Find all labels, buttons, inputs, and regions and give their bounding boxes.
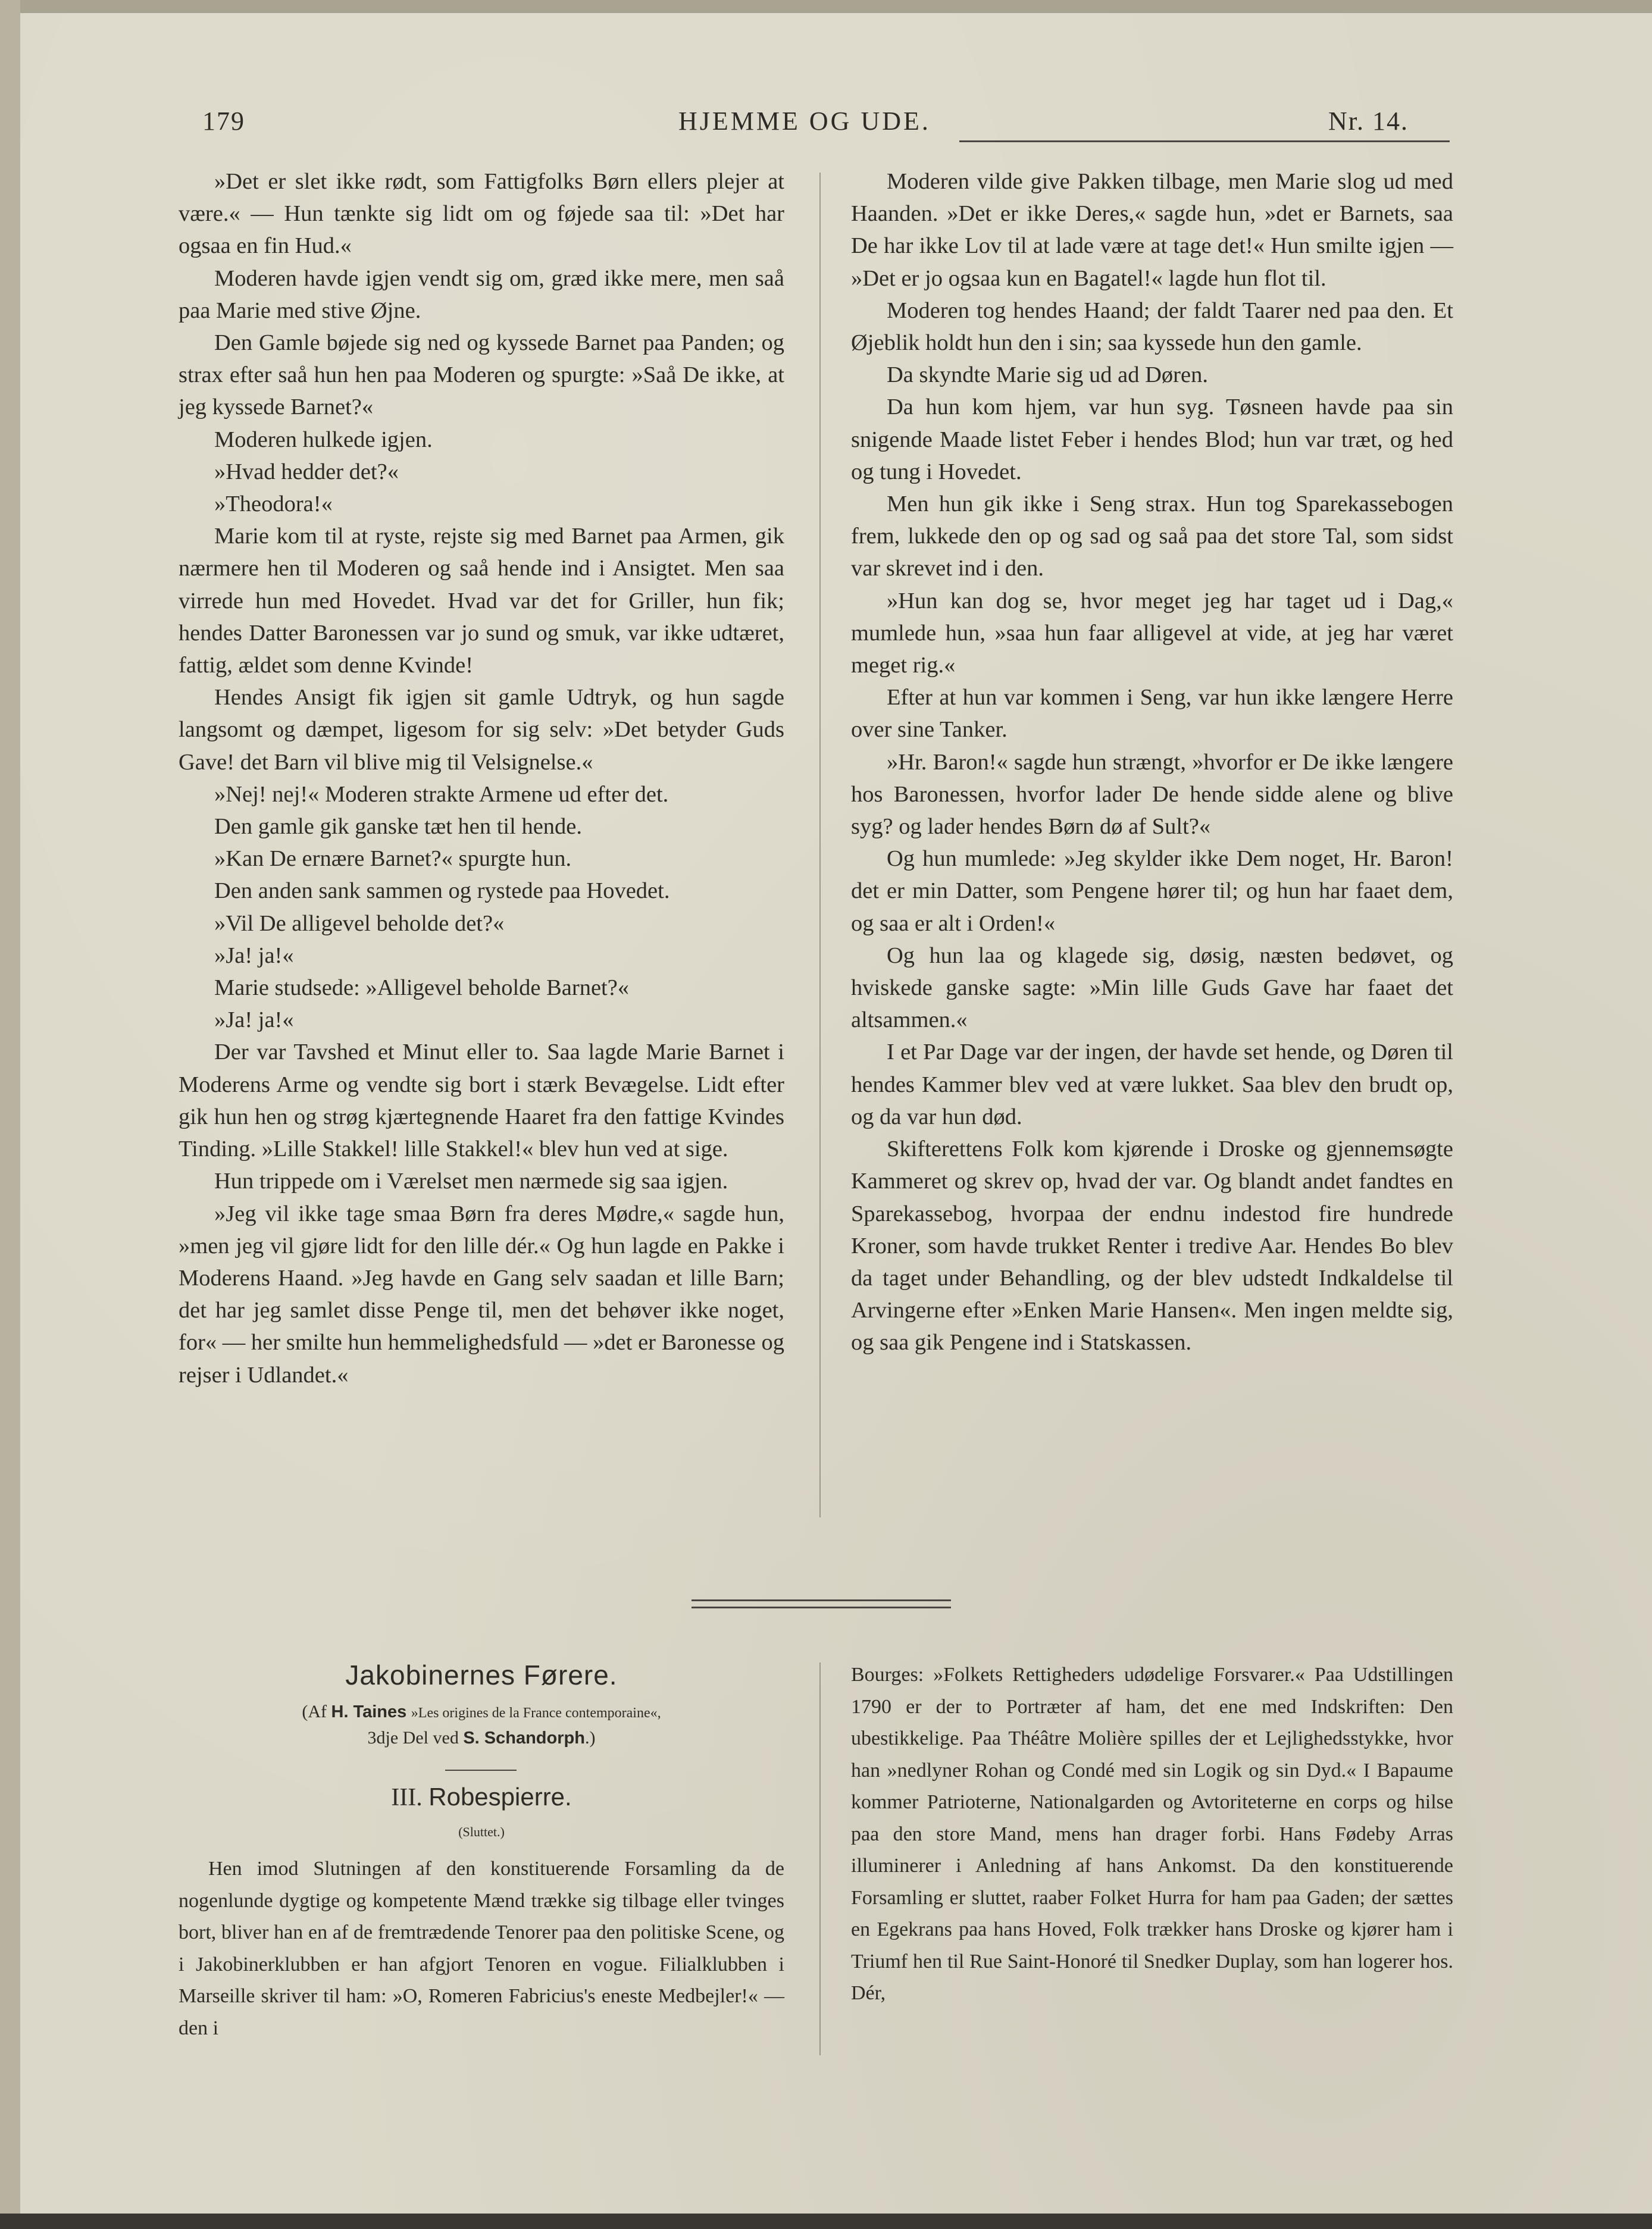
article-byline-translator — [179, 1728, 784, 1748]
story-paragraph: I et Par Dage var der ingen, der havde set hende, og Døren til hendes Kammer blev ved at være lukket. Saa blev den brudt op, og da var hun død. — [851, 1040, 1453, 1129]
journal-title: HJEMME OG UDE. — [678, 107, 931, 136]
story-paragraph: »Vil De alligevel beholde det?« — [214, 910, 505, 936]
story-paragraph: Moderen tog hendes Haand; der faldt Taarer ned paa den. Et Øjeblik holdt hun den i sin; saa kyssede hun den gamle. — [851, 298, 1453, 356]
article-right-column — [851, 1659, 1453, 2009]
story-paragraph: Den anden sank sammen og rystede paa Hovedet. — [214, 878, 670, 904]
story-paragraph: »Jeg vil ikke tage smaa Børn fra deres Mødre,« sagde hun, »men jeg vil gjøre lidt for den lille dér.« Og hun lagde en Pakke i Moderens Haand. »Jeg havde en Gang selv saadan et lille Barn; det har jeg samlet disse Penge til, men det behøver ikke noget, for« — her smilte hun hemmelighedsfuld — »det er Baronesse og rejser i Udlandet.« — [179, 1201, 784, 1388]
section-name: Robespierre. — [428, 1783, 572, 1811]
story-paragraph: Hun trippede om i Værelset men nærmede sig saa igjen. — [214, 1169, 728, 1194]
story-paragraph: »Hun kan dog se, hvor meget jeg har taget ud i Dag,« mumlede hun, »saa hun faar alligevel at vide, at jeg har været meget rig.« — [851, 588, 1453, 678]
story-paragraph: Da hun kom hjem, var hun syg. Tøsneen havde paa sin snigende Maade listet Feber i hendes Blod; hun var træt, og hed og tung i Hovedet. — [851, 395, 1453, 484]
article-paragraph: Bourges: »Folkets Rettigheders udødelige Forsvarer.« Paa Udstillingen 1790 er der to Portræter af ham, det ene med Indskriften: Den ubestikkelige. Paa Théâtre Molière spilles der et Lejlighedsstykke, hvor han »nedlyner Rohan og Condé med sin Logik og sin Dyd.« I Bapaume kommer Patrioterne, Nationalgarden og Avtoriteterne en corps og hilse paa den store Mand, mens han drager forbi. Hans Fødeby Arras illuminerer i Anledning af hans Ankomst. Da den konstituerende Forsamling er sluttet, raaber Folket Hurra for ham paa Gaden; der sættes en Egekrans paa hans Hoved, Folk trækker hans Droske og kjører ham i Triumf hen til Rue Saint-Honoré til Snedker Duplay, som han logerer hos. Dér, — [851, 1664, 1453, 2004]
section-note: (Sluttet.) — [458, 1824, 505, 1839]
section-title — [179, 1783, 784, 1812]
story-paragraph: »Hr. Baron!« sagde hun strængt, »hvorfor er De ikke længere hos Baronessen, hvorfor lader De hende sidde alene og blive syg? og lader hendes Børn dø af Sult?« — [851, 749, 1453, 840]
section-separator-rule — [692, 1599, 951, 1601]
story-paragraph: Og hun mumlede: »Jeg skylder ikke Dem noget, Hr. Baron! det er min Datter, som Pengene hører til; og hun har faaet dem, og saa er alt i Orden!« — [851, 846, 1453, 936]
story-paragraph: Moderen hulkede igjen. — [214, 427, 433, 452]
byline-work: »Les origines de la France contemporaine«, — [411, 1705, 661, 1721]
page-number: 179 — [202, 107, 245, 136]
story-paragraph: »Ja! ja!« — [214, 943, 294, 968]
story-right-column — [851, 165, 1453, 1359]
story-left-column — [179, 165, 784, 1391]
story-paragraph: »Theodora!« — [214, 491, 333, 517]
header-rule — [959, 140, 1450, 142]
story-paragraph: Men hun gik ikke i Seng strax. Hun tog Sparekassebogen frem, lukkede den op og sad og saå paa det store Tal, som sidst var skrevet ind i den. — [851, 491, 1453, 581]
byline-author: H. Taines — [331, 1702, 407, 1721]
article-left-column — [179, 1853, 784, 2044]
byline-close: .) — [584, 1728, 596, 1748]
story-paragraph: Den Gamle bøjede sig ned og kyssede Barnet paa Panden; og strax efter saå hun hen paa Moderen og spurgte: »Saå De ikke, at jeg kyssede Barnet?« — [179, 330, 784, 420]
story-paragraph: Og hun laa og klagede sig, døsig, næsten bedøvet, og hviskede ganske sagte: »Min lille Guds Gave har faaet det altsammen.« — [851, 943, 1453, 1033]
section-separator-rule — [692, 1607, 951, 1608]
story-paragraph: Efter at hun var kommen i Seng, var hun ikke længere Herre over sine Tanker. — [851, 685, 1453, 743]
story-paragraph: Marie studsede: »Alligevel beholde Barnet?« — [214, 975, 630, 1001]
byline-part: 3dje Del ved — [367, 1728, 459, 1748]
section-numeral: III. — [391, 1784, 423, 1811]
column-divider — [819, 1663, 821, 2055]
story-paragraph: »Kan De ernære Barnet?« spurgte hun. — [214, 846, 572, 872]
issue-number: Nr. 14. — [1328, 107, 1409, 136]
title-short-rule — [445, 1770, 517, 1771]
story-paragraph: Der var Tavshed et Minut eller to. Saa lagde Marie Barnet i Moderens Arme og vendte sig bort i stærk Bevægelse. Lidt efter gik hun hen og strøg kjærtegnende Haaret fra den fattige Kvindes Tinding. »Lille Stakkel! lille Stakkel!« blev hun ved at sige. — [179, 1040, 784, 1162]
story-paragraph: Da skyndte Marie sig ud ad Døren. — [887, 362, 1208, 388]
byline-translator: S. Schandorph — [463, 1729, 585, 1748]
story-paragraph: Marie kom til at ryste, rejste sig med Barnet paa Armen, gik nærmere hen til Moderen og saå hende ind i Ansigtet. Men saa virrede hun med Hovedet. Hvad var det for Griller, hun fik; hendes Datter Baronessen var jo sund og smuk, var ikke udtæret, fattig, ældet som denne Kvinde! — [179, 524, 784, 678]
story-paragraph: Den gamle gik ganske tæt hen til hende. — [214, 814, 582, 840]
article-paragraph: Hen imod Slutningen af den konstituerende Forsamling da de nogenlunde dygtige og kompetente Mænd trække sig tilbage eller tvinges bort, bliver han en af de fremtrædende Tenorer paa den politiske Scene, og i Jakobinerklubben er han afgjort Tenoren en vogue. Filialklubben i Marseille skriver til ham: »O, Romeren Fabricius's eneste Medbejler!« — den i — [179, 1858, 784, 2039]
article-title: Jakobinernes Førere. — [345, 1660, 618, 1690]
article-byline — [179, 1702, 784, 1722]
story-paragraph: Skifterettens Folk kom kjørende i Droske og gjennemsøgte Kammeret og skrev op, hvad der var. Og blandt andet fandtes en Sparekassebog, hvorpaa der endnu indestod fire hundrede Kroner, som havde trukket Renter i tredive Aar. Hendes Bo blev da taget under Behandling, og der blev udstedt Indkaldelse til Arvingerne efter »Enken Marie Hansen«. Men ingen meldte sig, og saa gik Pengene ind i Statskassen. — [851, 1137, 1453, 1355]
story-paragraph: Hendes Ansigt fik igjen sit gamle Udtryk, og hun sagde langsomt og dæmpet, ligesom for sig selv: »Det betyder Guds Gave! det Barn vil blive mig til Velsignelse.« — [179, 685, 784, 775]
byline-prefix: (Af — [302, 1702, 327, 1721]
story-paragraph: »Hvad hedder det?« — [214, 459, 399, 484]
story-paragraph: »Nej! nej!« Moderen strakte Armene ud efter det. — [214, 781, 669, 807]
story-paragraph: Moderen vilde give Pakken tilbage, men Marie slog ud med Haanden. »Det er ikke Deres,« sagde hun, »det er Barnets, saa De har ikke Lov til at lade være at tage det!« Hun smilte igjen — »Det er jo ogsaa kun en Bagatel!« lagde hun flot til. — [851, 169, 1453, 291]
story-paragraph: »Det er slet ikke rødt, som Fattigfolks Børn ellers plejer at være.« — Hun tænkte sig lidt om og føjede saa til: »Det har ogsaa en fin Hud.« — [179, 169, 784, 259]
story-paragraph: Moderen havde igjen vendt sig om, græd ikke mere, men saå paa Marie med stive Øjne. — [179, 265, 784, 323]
scan-top-edge — [0, 0, 1652, 13]
story-paragraph: »Ja! ja!« — [214, 1007, 294, 1033]
scan-left-edge — [0, 0, 20, 2229]
scan-bottom-edge — [0, 2214, 1652, 2229]
column-divider — [819, 173, 821, 1517]
